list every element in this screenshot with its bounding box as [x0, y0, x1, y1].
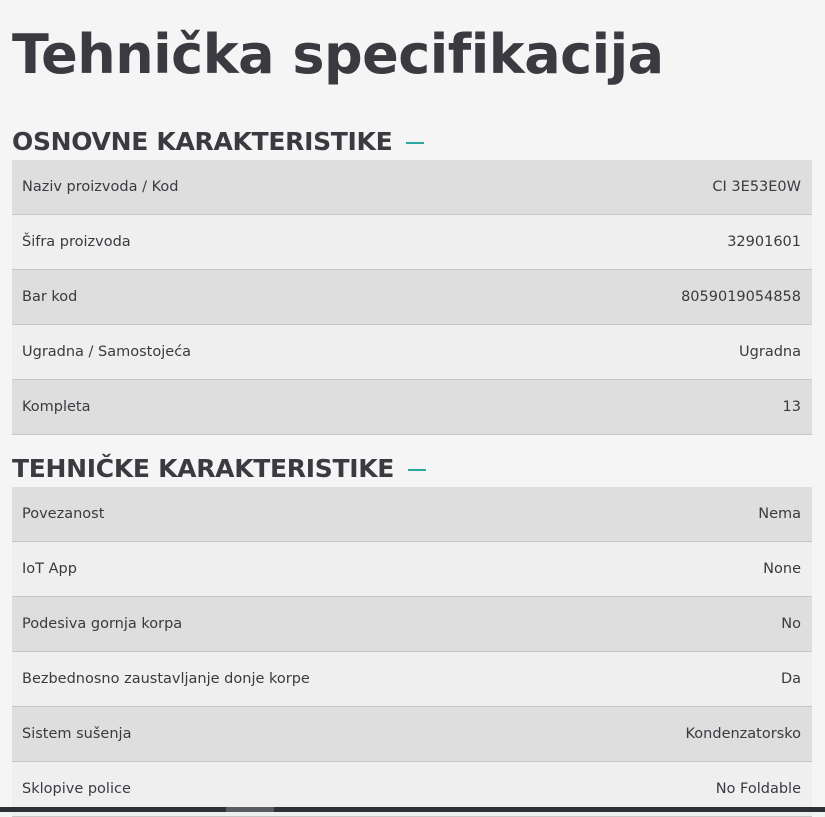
spec-table-technical — [12, 487, 812, 817]
spec-row — [12, 215, 812, 270]
spec-value: Da — [780, 671, 801, 687]
horizontal-scrollbar[interactable] — [0, 807, 825, 812]
spec-value: Ugradna — [739, 344, 801, 360]
spec-label: IoT App — [22, 561, 77, 577]
spec-value: CI 3E53E0W — [712, 179, 801, 195]
spec-row — [12, 160, 812, 215]
section-heading-label: TEHNIČKE KARAKTERISTIKE — [12, 454, 395, 483]
page-title: Tehnička specifikacija — [12, 23, 664, 86]
section-heading-label: OSNOVNE KARAKTERISTIKE — [12, 127, 393, 156]
spec-value: 32901601 — [727, 234, 801, 250]
spec-row — [12, 597, 812, 652]
spec-label: Kompleta — [22, 399, 91, 415]
heading-dash-decoration — [408, 469, 426, 471]
spec-table-basic — [12, 160, 812, 435]
spec-label: Bar kod — [22, 289, 78, 305]
section-heading-technical — [12, 452, 426, 486]
spec-label: Naziv proizvoda / Kod — [22, 179, 179, 195]
spec-row — [12, 487, 812, 542]
spec-value: No — [781, 616, 801, 632]
spec-value: Kondenzatorsko — [685, 726, 801, 742]
scrollbar-thumb[interactable] — [226, 807, 274, 812]
spec-row — [12, 542, 812, 597]
spec-label: Povezanost — [22, 506, 105, 522]
section-heading-basic — [12, 125, 424, 159]
spec-value: None — [763, 561, 801, 577]
spec-row — [12, 652, 812, 707]
spec-label: Bezbednosno zaustavljanje donje korpe — [22, 671, 310, 687]
spec-label: Podesiva gornja korpa — [22, 616, 183, 632]
spec-row — [12, 270, 812, 325]
heading-dash-decoration — [406, 142, 424, 144]
spec-label: Ugradna / Samostojeća — [22, 344, 192, 360]
spec-label: Sistem sušenja — [22, 726, 132, 742]
spec-label: Šifra proizvoda — [22, 234, 131, 250]
spec-row — [12, 707, 812, 762]
spec-value: 13 — [782, 399, 801, 415]
spec-value: Nema — [758, 506, 801, 522]
spec-label: Sklopive police — [22, 781, 131, 797]
spec-value: No Foldable — [715, 781, 801, 797]
spec-row — [12, 380, 812, 435]
spec-row — [12, 325, 812, 380]
spec-value: 8059019054858 — [681, 289, 801, 305]
